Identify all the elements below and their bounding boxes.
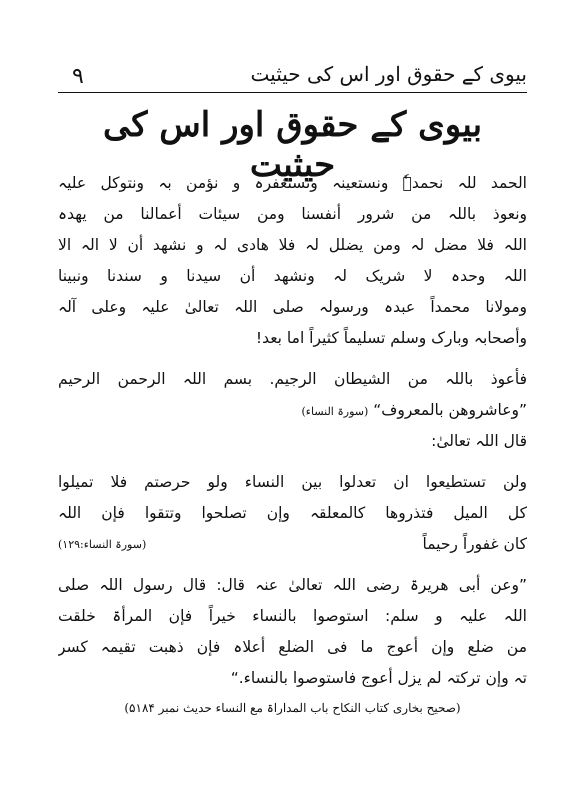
quran-line: [58, 395, 527, 426]
hadith-line: ”وعن أبی ھریرۃ رضی اللہ تعالیٰ عنہ قال: قال رسول اللہ صلی: [58, 576, 527, 594]
hadith-line: اللہ علیہ و سلم: استوصوا بالنساء خیراً فإن المرأۃ خلقت: [58, 607, 527, 625]
hadith-paragraph: [58, 570, 527, 694]
header-rule: [58, 92, 527, 93]
khutbah-line: الحمد للہ نحمدہٗ ونستعینہ ونستغفرہ و نؤمن بہ ونتوکل علیہ: [58, 174, 527, 192]
khutbah-line: اللہ وحدہ لا شریک لہ ونشھد أن سیدنا و سندنا ونبینا: [58, 267, 527, 285]
qala-heading: قال اللہ تعالیٰ:: [431, 432, 527, 450]
khutbah-paragraph: [58, 168, 527, 354]
surah-reference: (سورۃ النساء): [301, 405, 369, 418]
quran-line: فأعوذ باللہ من الشیطان الرجیم. بسم اللہ الرحمن الرحیم: [58, 370, 527, 388]
page-header: [58, 56, 527, 92]
page-number: ۹: [72, 64, 84, 89]
hadith-line: تہ وإن ترکتہ لم یزل أعوج فاستوصوا بالنساء.“: [230, 669, 527, 687]
khutbah-line: اللہ فلا مضل لہ ومن یضلل لہ فلا ھادی لہ و نشھد أن لا الہ الا: [58, 236, 527, 254]
paragraph-gap: [58, 560, 527, 570]
quran-verse-2: [58, 467, 527, 560]
quran-line: ولن تستطیعوا ان تعدلوا بین النساء ولو حرصتم فلا تمیلوا: [58, 473, 527, 491]
surah-reference: (سورۃ النساء:۱۲۹): [58, 538, 147, 551]
hadith-line: من ضلع وإن أعوج ما فی الضلع أعلاہ فإن ذھبت تقیمہ کسر: [58, 638, 527, 656]
running-title: بیوی کے حقوق اور اس کی حیثیت: [250, 62, 527, 86]
khutbah-line: ومولانا محمداً عبدہ ورسولہ صلی اللہ تعالیٰ علیہ وعلی آلہ: [58, 298, 527, 316]
quran-verse-text: ”وعاشروھن بالمعروف“: [373, 401, 527, 419]
hadith-citation: (صحیح بخاری کتاب النکاح باب المداراۃ مع النساء حدیث نمبر ۵۱۸۴): [124, 701, 461, 715]
quran-verse-text: کان غفوراً رحیماً: [422, 535, 527, 553]
paragraph-gap: [58, 354, 527, 364]
quran-line: کل المیل فتذروھا کالمعلقہ وإن تصلحوا وتتقوا فإن اللہ: [58, 504, 527, 522]
body-text: [58, 168, 527, 722]
quran-verse-1: [58, 364, 527, 426]
quran-line: [58, 529, 527, 560]
paragraph-gap: [58, 457, 527, 467]
khutbah-line: ونعوذ باللہ من شرور أنفسنا ومن سیئات أعمالنا من یھدہ: [58, 205, 527, 223]
chapter-title: بیوی کے حقوق اور اس کی حیثیت: [102, 105, 483, 185]
khutbah-line: وأصحابہ وبارک وسلم تسلیماً کثیراً اما بعد!: [255, 329, 527, 347]
